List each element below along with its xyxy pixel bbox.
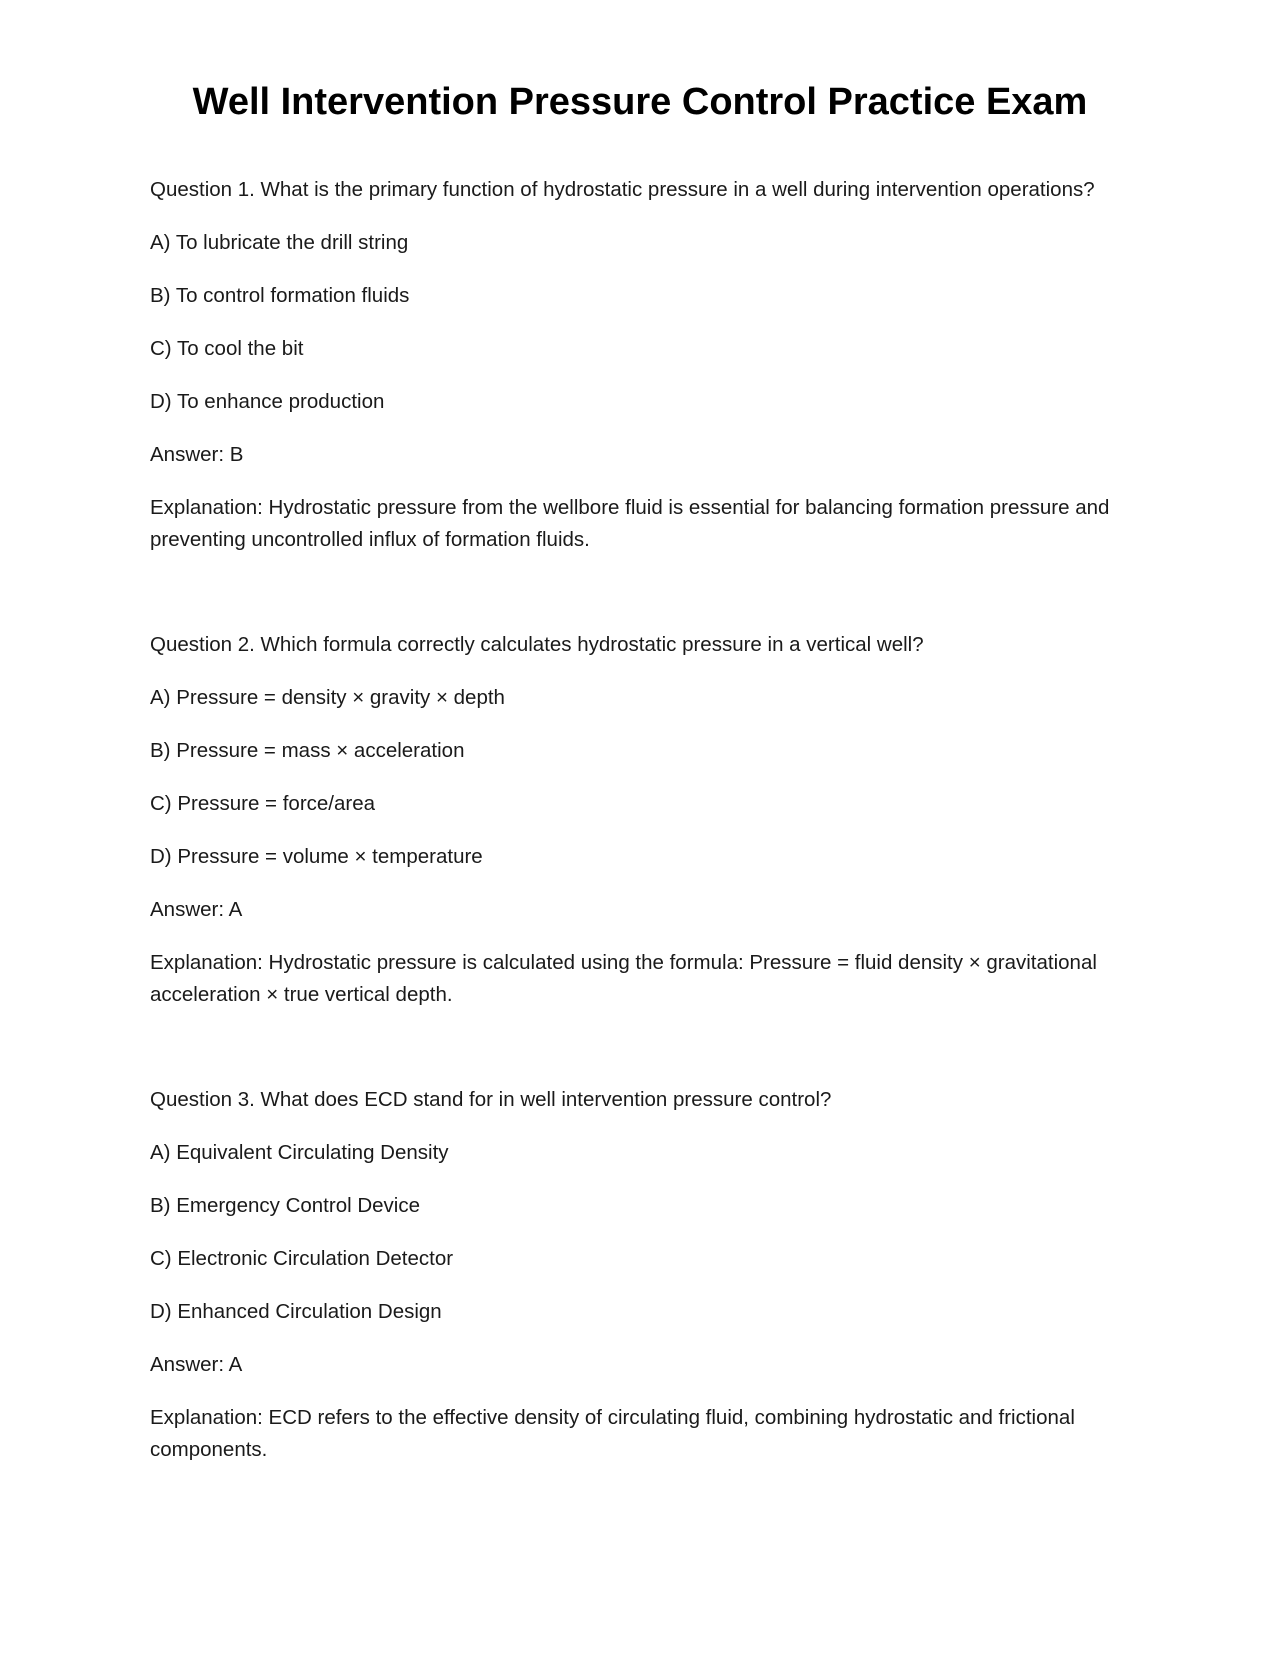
explanation-text: Explanation: Hydrostatic pressure from the wellbore fluid is essential for balancing formation pressure and preventing uncontrolled influx of formation fluids.	[150, 496, 1110, 551]
explanation-text: Explanation: ECD refers to the effective density of circulating fluid, combining hydrostatic and frictional components.	[150, 1406, 1075, 1461]
page-title: Well Intervention Pressure Control Practice Exam	[192, 81, 1088, 123]
answer-text: Answer: A	[150, 1353, 243, 1376]
option-a: A) Equivalent Circulating Density	[150, 1141, 449, 1164]
option-a: A) Pressure = density × gravity × depth	[150, 686, 505, 709]
question-block-3	[150, 1084, 1140, 1466]
option-a: A) To lubricate the drill string	[150, 231, 409, 254]
option-c: C) Electronic Circulation Detector	[150, 1247, 454, 1270]
option-b: B) Pressure = mass × acceleration	[150, 739, 465, 762]
option-d: D) To enhance production	[150, 390, 385, 413]
option-c: C) To cool the bit	[150, 337, 304, 360]
answer-text: Answer: A	[150, 898, 243, 921]
question-block-1	[150, 174, 1140, 556]
answer-text: Answer: B	[150, 443, 244, 466]
option-d: D) Pressure = volume × temperature	[150, 845, 483, 868]
option-b: B) To control formation fluids	[150, 284, 410, 307]
question-prompt: Question 2. Which formula correctly calculates hydrostatic pressure in a vertical well?	[150, 633, 924, 656]
option-d: D) Enhanced Circulation Design	[150, 1300, 442, 1323]
question-block-2	[150, 629, 1140, 1011]
question-list	[150, 174, 1140, 1539]
question-prompt: Question 3. What does ECD stand for in well intervention pressure control?	[150, 1088, 832, 1111]
option-c: C) Pressure = force/area	[150, 792, 376, 815]
option-b: B) Emergency Control Device	[150, 1194, 421, 1217]
question-prompt: Question 1. What is the primary function of hydrostatic pressure in a well during intervention operations?	[150, 178, 1095, 201]
explanation-text: Explanation: Hydrostatic pressure is calculated using the formula: Pressure = fluid density × gravitational acceleration × true vertical depth.	[150, 951, 1097, 1006]
